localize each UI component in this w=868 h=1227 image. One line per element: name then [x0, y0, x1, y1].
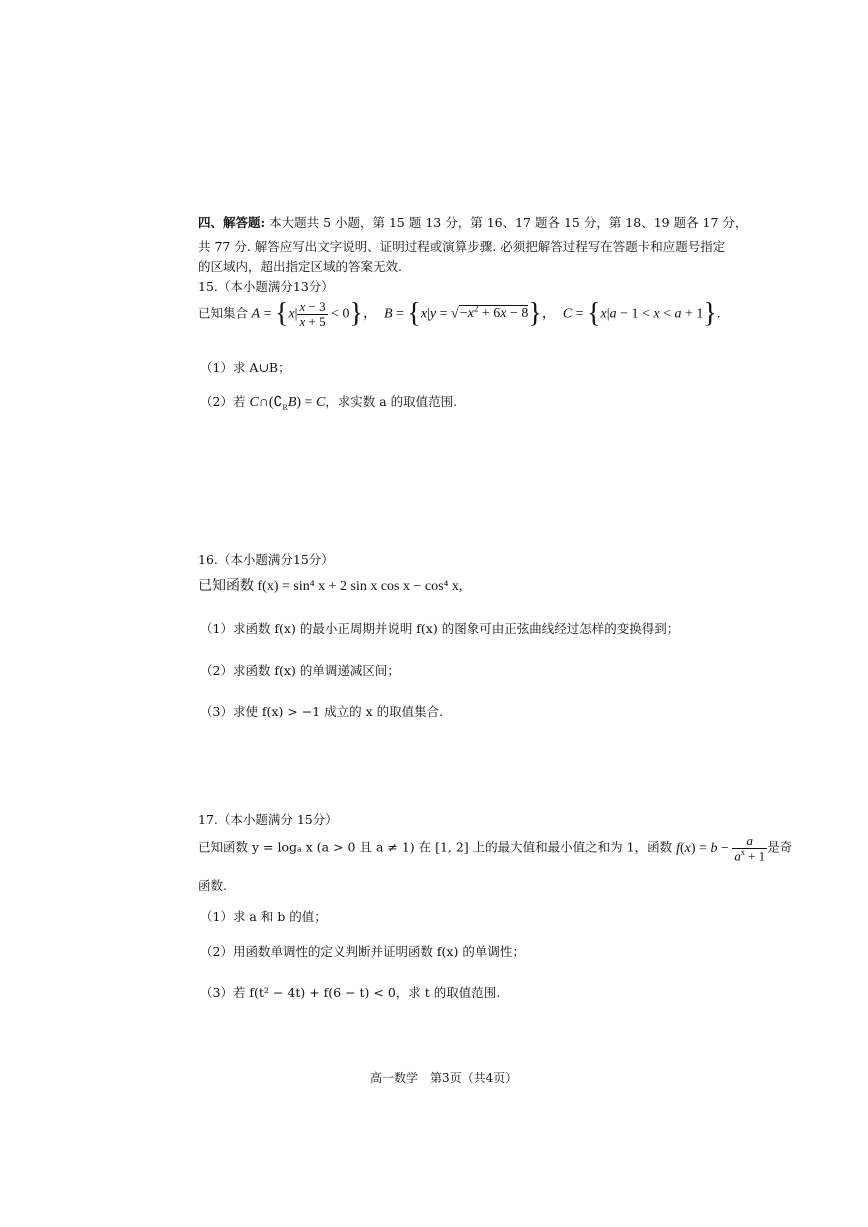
q16-header: 16.（本小题满分15分） [198, 552, 334, 567]
q17-stem-a: 已知函数 y = logₐ x (a > 0 且 a ≠ 1) 在 [1, 2] 上的最大值和最小值之和为 1，函数 [198, 839, 673, 855]
page-footer: 高一数学 第3页（共4页） [370, 1071, 518, 1085]
q15-part2-prefix: （2）若 [200, 394, 246, 409]
section-heading [198, 213, 747, 231]
q15-part2: （2）若 $C\cap(∁_RB) = C$，求实数 a 的取值范围. [200, 394, 458, 412]
section-desc-line3: 的区域内，超出指定区域的答案无效. [198, 259, 402, 274]
q15-part1: （1）求 A∪B； [200, 360, 291, 375]
q17-stem-c: 函数. [198, 878, 227, 893]
q16-part1: （1）求函数 f(x) 的最小正周期并说明 f(x) 的图象可由正弦曲线经过怎样的变换得到； [200, 621, 680, 636]
section-desc-line1: 本大题共 5 小题，第 15 题 13 分，第 16、17 题各 15 分，第 18、19 题各 17 分， [269, 215, 748, 230]
section-desc-line2: 共 77 分. 解答应写出文字说明、证明过程或演算步骤. 必须把解答过程写在答题卡和应题号指定 [198, 239, 726, 254]
q16-stem: 已知函数 f(x) = sin⁴ x + 2 sin x cos x − cos⁴ x, [198, 579, 463, 594]
q17-header: 17.（本小题满分 15分） [198, 812, 338, 827]
q17-part3: （3）若 f(t² − 4t) + f(6 − t) < 0，求 t 的取值范围. [200, 985, 501, 1000]
q15-stem: 已知集合 A = {x| $\frac{x - 3}{x + 5}$ < 0}， $B = \{x|y = √-x^2 + 6x - 8\}$， C = {x|a − 1 < x < a + 1}. [198, 298, 721, 330]
q15-part2-suffix: ，求实数 a 的取值范围. [325, 394, 458, 409]
q15-header: 15.（本小题满分13分） [198, 279, 334, 294]
q17-stem: 已知函数 y = logₐ x (a > 0 且 a ≠ 1) 在 [1, 2] 上的最大值和最小值之和为 1，函数 f(x) = b − $\frac{a}{a^x + 1}$ 是奇 [198, 833, 793, 863]
q17-part2: （2）用函数单调性的定义判断并证明函数 f(x) 的单调性； [200, 944, 525, 959]
q16-part2: （2）求函数 f(x) 的单调递减区间； [200, 663, 400, 678]
q15-stem-prefix: 已知集合 [198, 305, 249, 321]
q17-part1: （1）求 a 和 b 的值； [200, 909, 327, 924]
section-title: 四、解答题: [198, 215, 266, 230]
q17-stem-b: 是奇 [767, 839, 793, 855]
q16-part3: （3）求使 f(x) > −1 成立的 x 的取值集合. [200, 704, 444, 719]
